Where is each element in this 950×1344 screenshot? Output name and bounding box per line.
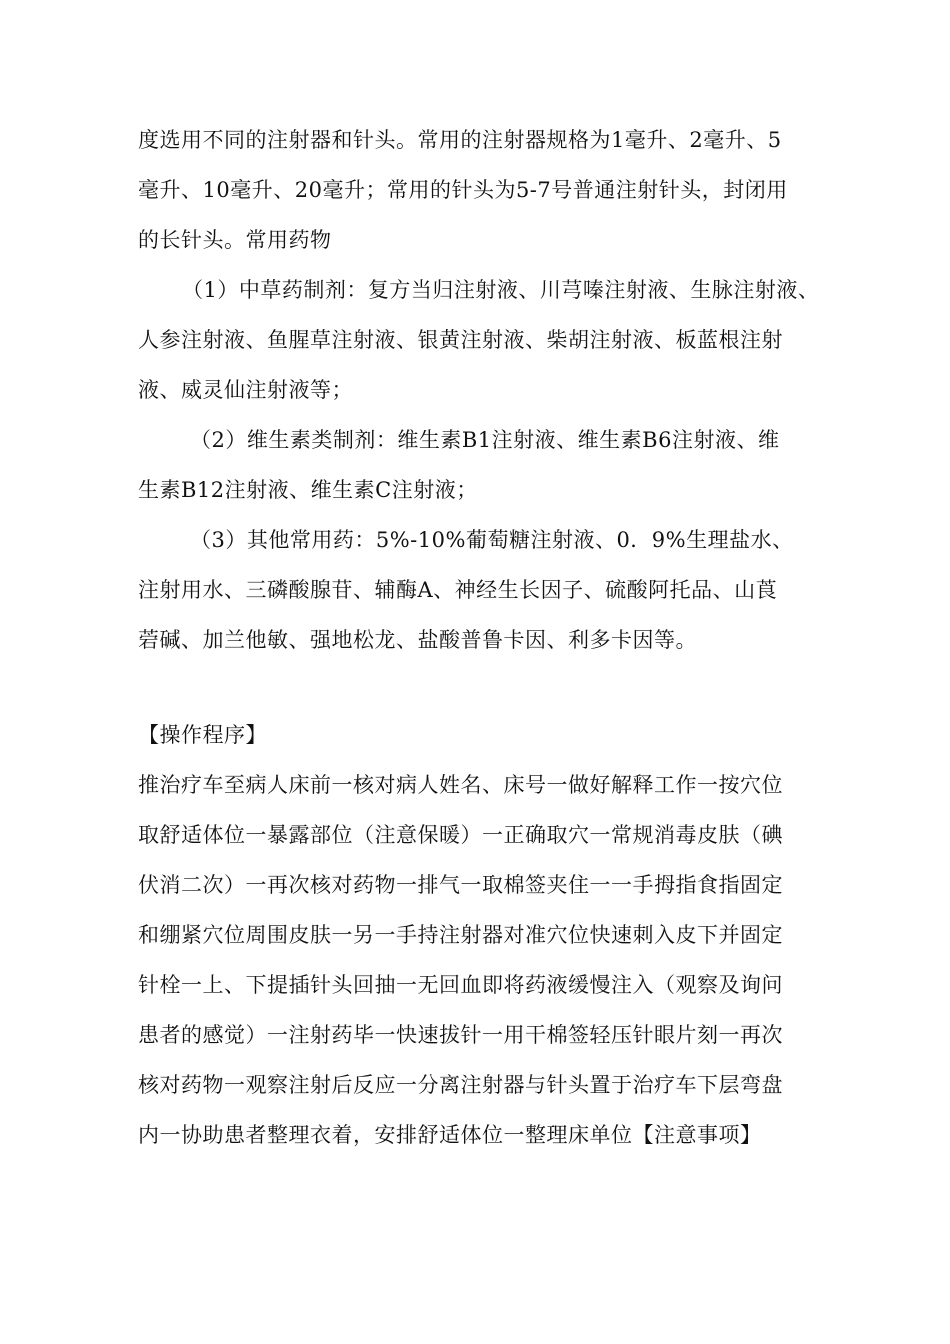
text-line: 人参注射液、鱼腥草注射液、银黄注射液、柴胡注射液、板蓝根注射	[138, 328, 783, 352]
list-item-2: （2）维生素类制剂：维生素B1注射液、维生素B6注射液、维	[190, 428, 780, 452]
text-line: 菪碱、加兰他敏、强地松龙、盐酸普鲁卡因、利多卡因等。	[138, 628, 697, 652]
text-line: 内一协助患者整理衣着，安排舒适体位一整理床单位【注意事项】	[138, 1123, 762, 1147]
text-line: 和绷紧穴位周围皮肤一另一手持注射器对准穴位快速刺入皮下并固定	[138, 923, 783, 947]
text-line: 液、威灵仙注射液等；	[138, 378, 353, 402]
text-line: 毫升、10毫升、20毫升；常用的针头为5-7号普通注射针头，封闭用	[138, 178, 788, 202]
list-item-1: （1）中草药制剂：复方当归注射液、川芎嗪注射液、生脉注射液、	[182, 278, 820, 302]
text-line: 患者的感觉）一注射药毕一快速拔针一用干棉签轻压针眼片刻一再次	[138, 1023, 783, 1047]
text-line: 针栓一上、下提插针头回抽一无回血即将药液缓慢注入（观察及询问	[138, 973, 783, 997]
section-heading: 【操作程序】	[138, 723, 267, 747]
text-line: 注射用水、三磷酸腺苷、辅酶A、神经生长因子、硫酸阿托品、山莨	[138, 578, 778, 602]
text-line: 度选用不同的注射器和针头。常用的注射器规格为1毫升、2毫升、5	[138, 128, 782, 152]
text-line: 核对药物一观察注射后反应一分离注射器与针头置于治疗车下层弯盘	[138, 1073, 783, 1097]
text-line: 伏消二次）一再次核对药物一排气一取棉签夹住一一手拇指食指固定	[138, 873, 783, 897]
text-line: 推治疗车至病人床前一核对病人姓名、床号一做好解释工作一按穴位	[138, 773, 783, 797]
text-line: 的长针头。常用药物	[138, 228, 332, 252]
text-line: 取舒适体位一暴露部位（注意保暖）一正确取穴一常规消毒皮肤（碘	[138, 823, 783, 847]
text-line: 生素B12注射液、维生素C注射液；	[138, 478, 478, 502]
list-item-3: （3）其他常用药：5%-10%葡萄糖注射液、0．9%生理盐水、	[190, 528, 794, 552]
